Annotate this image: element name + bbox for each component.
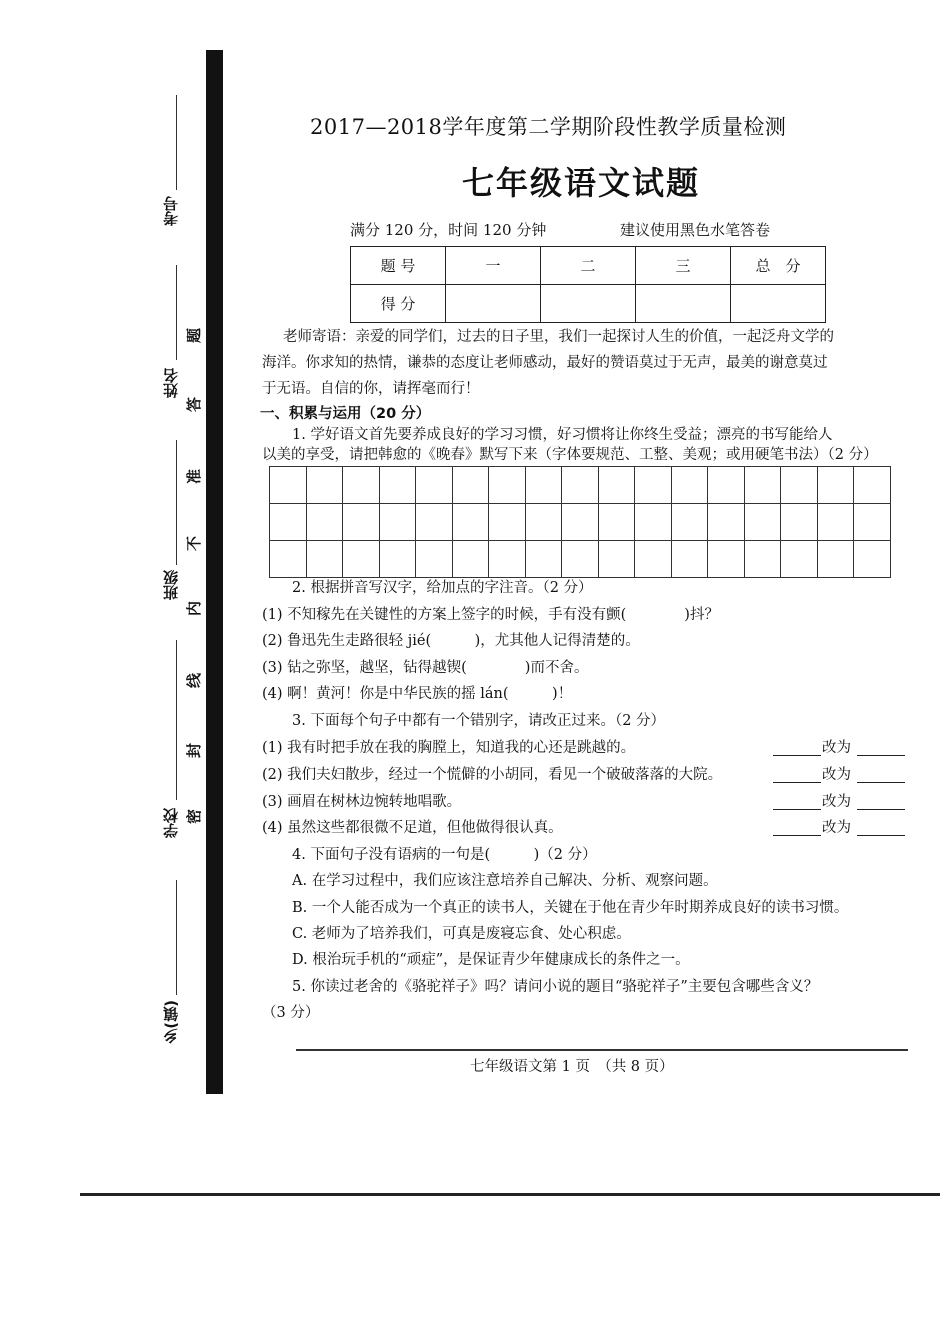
section-1-heading: 一、积累与运用（20 分） — [260, 406, 431, 422]
exam-subtitle: 2017—2018学年度第二学期阶段性教学质量检测 — [310, 115, 787, 139]
q3-blank-3b[interactable] — [857, 795, 905, 814]
q2-item-4: (4) 啊！黄河！你是中华民族的摇 lán( )！ — [262, 686, 573, 702]
seal-word-4: 不 — [185, 535, 204, 552]
q4-option-b: B. 一个人能否成为一个真正的读书人，关键在于他在青少年时期养成良好的读书习惯。 — [292, 900, 849, 916]
name-label: 姓名 — [162, 368, 180, 398]
kaohao-line — [176, 95, 177, 190]
q3-blank-3a[interactable] — [773, 795, 821, 814]
bottom-edge-line — [80, 1193, 940, 1196]
intro-line-3: 于无语。自信的你，请挥毫而行！ — [262, 381, 480, 397]
writing-grid[interactable] — [269, 466, 891, 578]
town-line — [176, 880, 177, 995]
q3-blank-2b[interactable] — [857, 768, 905, 787]
seal-word-7: 封 — [185, 742, 204, 759]
q3-blank-4b[interactable] — [857, 821, 905, 840]
school-label: 学校 — [162, 808, 180, 838]
score-header-1: 一 — [446, 247, 541, 285]
exam-title: 七年级语文试题 — [462, 164, 701, 202]
q3-blank-2a[interactable] — [773, 768, 821, 787]
q2-stem: 2. 根据拼音写汉字，给加点的字注音。（2 分） — [292, 580, 593, 596]
score-cell-2[interactable] — [541, 285, 636, 323]
q4-option-c: C. 老师为了培养我们，可真是废寝忘食、处心积虑。 — [292, 926, 631, 942]
score-table — [350, 246, 826, 323]
q3-item-2: (2) 我们夫妇散步，经过一个慌僻的小胡同，看见一个破破落落的大院。 — [262, 767, 723, 783]
q4-option-a: A. 在学习过程中，我们应该注意培养自己解决、分析、观察问题。 — [292, 873, 718, 889]
q4-option-d: D. 根治玩手机的“顽症”，是保证青少年健康成长的条件之一。 — [292, 952, 690, 968]
score-header-label: 题 号 — [351, 247, 446, 285]
seal-word-2: 答 — [185, 396, 204, 413]
school-line — [176, 640, 177, 800]
q3-change-4: 改为 — [822, 820, 851, 836]
score-cell-total[interactable] — [731, 285, 826, 323]
q5-line-1: 5. 你读过老舍的《骆驼祥子》吗？请问小说的题目“骆驼祥子”主要包含哪些含义？ — [292, 979, 819, 995]
q5-line-2: （3 分） — [262, 1005, 320, 1021]
intro-line-2: 海洋。你求知的热情，谦恭的态度让老师感动，最好的赞语莫过于无声，最美的谢意莫过 — [262, 355, 828, 371]
q3-blank-1b[interactable] — [857, 741, 905, 760]
score-row-label: 得 分 — [351, 285, 446, 323]
score-header-2: 二 — [541, 247, 636, 285]
q3-blank-4a[interactable] — [773, 821, 821, 840]
score-header-total: 总 分 — [731, 247, 826, 285]
q3-change-2: 改为 — [822, 767, 851, 783]
town-label: 乡(镇) — [162, 1000, 180, 1044]
seal-word-8: 密 — [185, 808, 204, 825]
seal-word-6: 线 — [185, 672, 204, 689]
q2-item-2: (2) 鲁迅先生走路很轻 jié( )，尤其他人记得清楚的。 — [262, 633, 640, 649]
q3-change-1: 改为 — [822, 740, 851, 756]
class-label: 班级 — [162, 570, 180, 600]
kaohao-label: 考号 — [162, 196, 180, 226]
q2-item-3: (3) 钻之弥坚，越坚，钻得越锲( )而不舍。 — [262, 660, 589, 676]
page-footer: 七年级语文第 1 页 （共 8 页） — [470, 1059, 674, 1075]
q3-blank-1a[interactable] — [773, 741, 821, 760]
q3-item-3: (3) 画眉在树林边惋转地唱歌。 — [262, 794, 462, 810]
seal-word-3: 准 — [185, 468, 204, 485]
exam-info-left: 满分 120 分，时间 120 分钟 — [350, 221, 547, 239]
seal-word-1: 题 — [185, 327, 204, 344]
name-line — [176, 265, 177, 360]
exam-info-right: 建议使用黑色水笔答卷 — [620, 221, 771, 239]
q2-item-1: (1) 不知稼先在关键性的方案上签字的时候，手有没有颤( )抖？ — [262, 607, 719, 623]
q3-change-3: 改为 — [822, 794, 851, 810]
score-cell-3[interactable] — [636, 285, 731, 323]
seal-word-5: 内 — [185, 600, 204, 617]
q4-stem: 4. 下面句子没有语病的一句是( )（2 分） — [292, 847, 597, 863]
score-cell-1[interactable] — [446, 285, 541, 323]
q3-item-4: (4) 虽然这些都很微不足道，但他做得很认真。 — [262, 820, 563, 836]
q1-line-1: 1. 学好语文首先要养成良好的学习习惯，好习惯将让你终生受益；漂亮的书写能给人 — [292, 427, 833, 443]
footer-divider — [296, 1049, 908, 1051]
binding-bar — [206, 50, 223, 1094]
q1-line-2: 以美的享受，请把韩愈的《晚春》默写下来（字体要规范、工整、美观；或用硬笔书法）（2 分） — [262, 447, 878, 463]
intro-line-1: 老师寄语：亲爱的同学们，过去的日子里，我们一起探讨人生的价值，一起泛舟文学的 — [283, 329, 834, 345]
score-header-3: 三 — [636, 247, 731, 285]
q3-stem: 3. 下面每个句子中都有一个错别字，请改正过来。（2 分） — [292, 713, 666, 729]
class-line — [176, 440, 177, 565]
q3-item-1: (1) 我有时把手放在我的胸膛上，知道我的心还是跳越的。 — [262, 740, 636, 756]
